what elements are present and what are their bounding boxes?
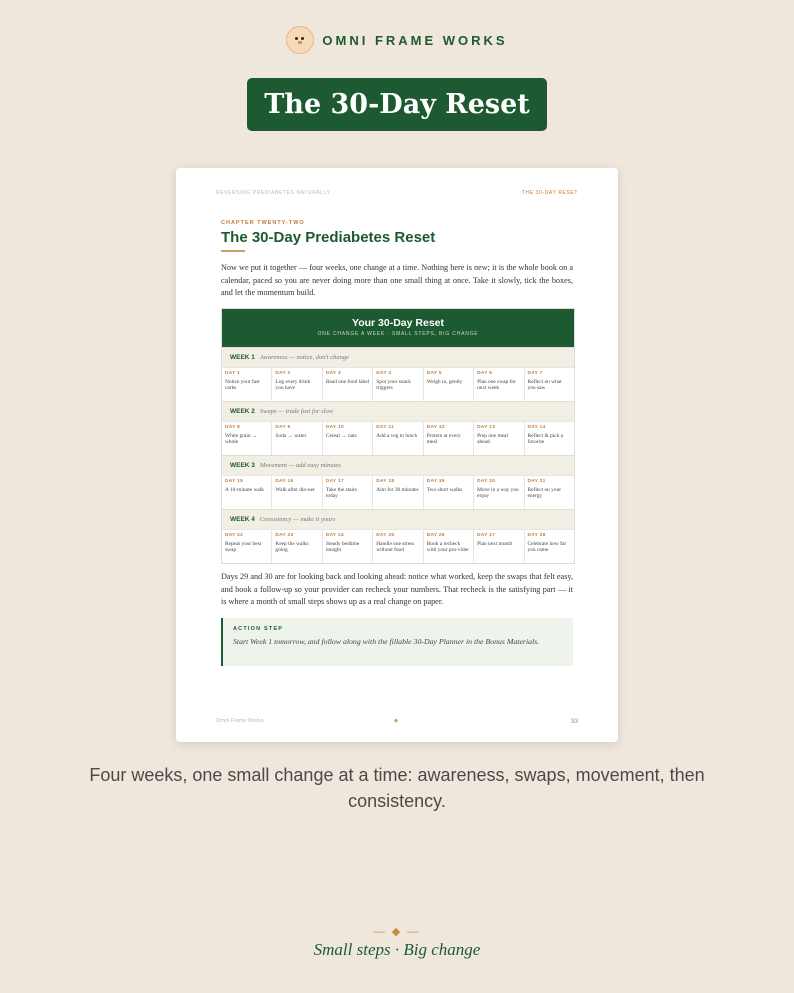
page-title: The 30-Day Reset [264, 89, 530, 120]
day-cell [372, 368, 422, 401]
day-cell [423, 422, 473, 455]
book-page-preview [176, 168, 618, 742]
closing-paragraph: Days 29 and 30 are for looking back and looking ahead: notice what worked, keep the swaps that felt easy, and book a follow-up so your provider can recheck your numbers. That recheck is the satisfying part — it is where a month of small steps shows up as a real change on paper. [221, 572, 573, 607]
day-label: DAY 1 [225, 371, 241, 376]
day-task: Take the stairs today [325, 487, 357, 500]
day-task: A 10-minute walk [225, 487, 264, 493]
day-label: DAY 17 [325, 479, 344, 484]
title-banner [247, 78, 547, 131]
day-label: DAY 6 [477, 371, 493, 376]
week-label: WEEK 4 [230, 516, 255, 523]
day-task: Log every drink you have [275, 379, 311, 392]
day-label: DAY 16 [275, 479, 294, 484]
day-label: DAY 2 [275, 371, 291, 376]
day-cell [524, 368, 574, 401]
day-task: Reflect on what you saw [527, 379, 562, 392]
action-step-text: Start Week 1 tomorrow, and follow along with the fillable 30-Day Planner in the Bonus Materials. [233, 637, 540, 646]
day-cell [423, 476, 473, 509]
day-task: Spot your snack triggers [376, 379, 412, 392]
day-task: Read one food label [325, 379, 370, 385]
day-label: DAY 23 [275, 533, 294, 538]
day-cell [423, 530, 473, 563]
day-task: Move in a way you enjoy [477, 487, 519, 500]
day-label: DAY 14 [527, 425, 546, 430]
day-label: DAY 18 [376, 479, 395, 484]
day-cell [271, 476, 321, 509]
footer-diamond-icon: ◆ [394, 718, 399, 724]
day-task: Book a recheck with your pro-vider [426, 541, 469, 554]
day-task: Repeat your best swap [225, 541, 262, 554]
day-label: DAY 28 [527, 533, 546, 538]
running-header-right: THE 30-DAY RESET [521, 190, 578, 196]
week-label: WEEK 1 [230, 354, 255, 361]
day-cell [372, 530, 422, 563]
brand-header [0, 26, 794, 54]
week-label: WEEK 3 [230, 462, 255, 469]
day-cell [222, 368, 271, 401]
day-task: Protein at every meal [426, 433, 461, 446]
day-cell [423, 368, 473, 401]
day-label: DAY 26 [426, 533, 445, 538]
day-label: DAY 27 [477, 533, 496, 538]
day-label: DAY 11 [376, 425, 395, 430]
running-header-left: REVERSING PREDIABETES NATURALLY [216, 190, 331, 196]
day-label: DAY 15 [225, 479, 244, 484]
day-label: DAY 3 [325, 371, 341, 376]
day-label: DAY 4 [376, 371, 392, 376]
day-cell [524, 476, 574, 509]
day-cell [473, 530, 523, 563]
day-task: Weigh in, gently [426, 379, 463, 385]
week-theme: Consistency — make it yours [259, 516, 336, 523]
day-cell [524, 530, 574, 563]
day-task: Reflect on your energy [527, 487, 562, 500]
day-label: DAY 9 [275, 425, 291, 430]
day-task: Handle one stress without food [376, 541, 415, 554]
week-days-row [222, 367, 574, 401]
chick-logo-icon [286, 26, 314, 54]
day-label: DAY 12 [426, 425, 445, 430]
week-header [222, 347, 574, 367]
week-label: WEEK 2 [230, 408, 255, 415]
week-theme: Swaps — trade fast for slow [259, 408, 334, 415]
brand-name: OMNI FRAME WORKS [322, 32, 508, 48]
action-step-callout [221, 618, 573, 666]
day-label: DAY 24 [325, 533, 344, 538]
day-task: Plan next month [477, 541, 513, 547]
intro-paragraph: Now we put it together — four weeks, one change at a time. Nothing here is new; it is the whole book on a calendar, paced so you are never doing more than one small thing at once. Take it slowly, tick the boxes, and let the momentum build. [221, 263, 573, 298]
day-cell [322, 368, 372, 401]
week-header [222, 509, 574, 529]
day-task: Notice your fast carbs [225, 379, 260, 392]
day-cell [473, 368, 523, 401]
day-task: Steady bedtime tonight [325, 541, 360, 554]
day-cell [322, 422, 372, 455]
day-label: DAY 20 [477, 479, 496, 484]
day-cell [372, 422, 422, 455]
day-label: DAY 21 [527, 479, 546, 484]
day-task: Aim for 30 minutes [376, 487, 419, 493]
day-cell [372, 476, 422, 509]
day-cell [222, 422, 271, 455]
day-task: Add a veg to lunch [376, 433, 418, 439]
day-task: Plan one swap for next week [477, 379, 516, 392]
day-task: Two short walks [426, 487, 463, 493]
day-label: DAY 19 [426, 479, 445, 484]
day-task: Walk after din-ner [275, 487, 315, 493]
day-task: Reflect & pick a favorite [527, 433, 564, 446]
day-cell [271, 368, 321, 401]
chapter-label: CHAPTER TWENTY-TWO [221, 220, 305, 226]
table-title: Your 30-Day Reset [351, 317, 444, 329]
day-task: Celebrate how far you came [527, 541, 567, 554]
day-cell [222, 476, 271, 509]
table-header [222, 309, 574, 347]
day-cell [473, 422, 523, 455]
day-label: DAY 13 [477, 425, 496, 430]
day-task: Keep the walks going [275, 541, 309, 554]
title-rule [221, 250, 245, 252]
week-days-row [222, 421, 574, 455]
day-task: Soda → water [275, 433, 307, 439]
day-cell [322, 476, 372, 509]
table-subtitle: ONE CHANGE A WEEK · SMALL STEPS, BIG CHANGE [317, 331, 479, 337]
day-label: DAY 5 [426, 371, 442, 376]
week-theme: Movement — add easy minutes [259, 462, 341, 469]
week-header [222, 455, 574, 475]
day-cell [524, 422, 574, 455]
week-header [222, 401, 574, 421]
chapter-title: The 30-Day Prediabetes Reset [221, 229, 436, 246]
tagline: Small steps · Big change [313, 940, 481, 959]
day-cell [473, 476, 523, 509]
page-number: 33 [570, 718, 578, 725]
day-cell [271, 530, 321, 563]
week-theme: Awareness — notice, don't change [259, 354, 349, 361]
day-cell [222, 530, 271, 563]
caption: Four weeks, one small change at a time: awareness, swaps, movement, then consistency. [89, 765, 705, 811]
week-days-row [222, 529, 574, 563]
page-footer-left: Omni Frame Works [216, 718, 264, 724]
day-task: Cereal → oats [325, 433, 357, 439]
week-days-row [222, 475, 574, 509]
day-task: White grain → whole [225, 433, 258, 446]
day-label: DAY 10 [325, 425, 344, 430]
day-task: Prep one meal ahead [477, 433, 508, 446]
day-label: DAY 8 [225, 425, 241, 430]
reset-calendar-table [221, 308, 575, 564]
day-cell [271, 422, 321, 455]
diamond-ornament-icon: — ◆ — [373, 926, 421, 938]
day-cell [322, 530, 372, 563]
action-step-label: ACTION STEP [233, 626, 284, 632]
day-label: DAY 25 [376, 533, 395, 538]
day-label: DAY 22 [225, 533, 244, 538]
day-label: DAY 7 [527, 371, 543, 376]
